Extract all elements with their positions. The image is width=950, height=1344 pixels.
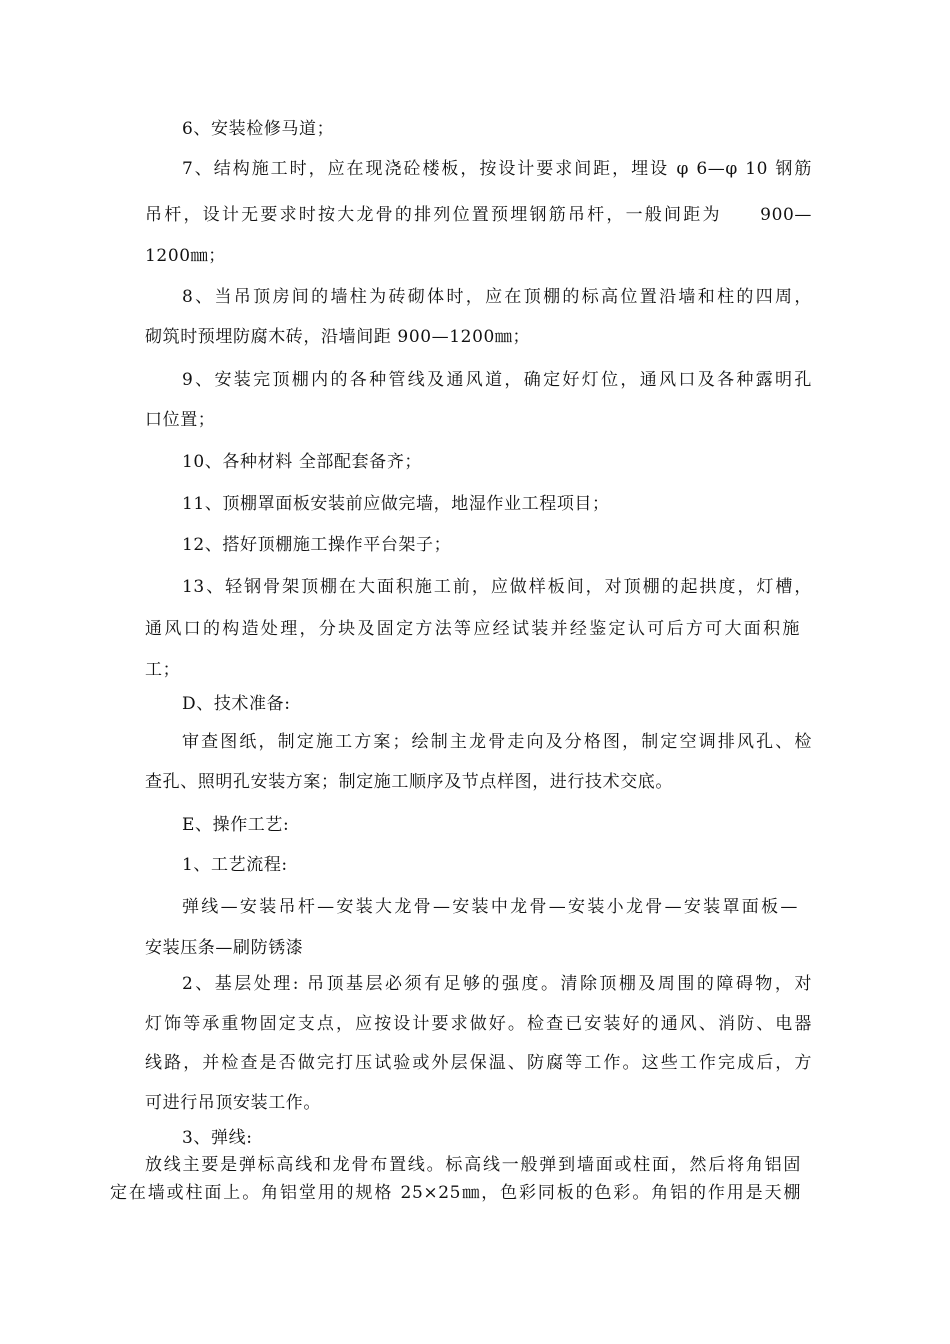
text-line-base-treatment-cont-3: 可进行吊顶安装工作。 <box>145 1093 321 1113</box>
text-line-tech-prep-cont: 查孔、照明孔安装方案；制定施工顺序及节点样图，进行技术交底。 <box>145 772 673 792</box>
text-line-snap-line: 放线主要是弹标高线和龙骨布置线。标高线一般弹到墙面或柱面，然后将角铝固 <box>145 1155 801 1175</box>
text-line-item-10: 10、各种材料 全部配套备齐； <box>182 452 423 472</box>
text-line-item-7: 7、结构施工时，应在现浇砼楼板，按设计要求间距，埋设 φ 6—φ 10 钢筋 <box>182 159 812 179</box>
text-line-base-treatment-cont-1: 灯饰等承重物固定支点，应按设计要求做好。检查已安装好的通风、消防、电器 <box>145 1014 812 1034</box>
section-heading-e: E、操作工艺: <box>182 815 290 835</box>
text-line-item-8-cont: 砌筑时预埋防腐木砖，沿墙间距 900—1200㎜； <box>145 327 531 347</box>
text-line-base-treatment: 2、基层处理: 吊顶基层必须有足够的强度。清除顶棚及周围的障碍物，对 <box>182 974 812 994</box>
text-line-item-13-cont-2: 工； <box>145 660 181 680</box>
text-line-item-7-cont-2: 1200㎜； <box>145 246 226 266</box>
text-line-process-flow: 弹线—安装吊杆—安装大龙骨—安装中龙骨—安装小龙骨—安装罩面板— <box>182 897 798 917</box>
text-line-item-9: 9、安装完顶棚内的各种管线及通风道，确定好灯位，通风口及各种露明孔 <box>182 370 812 390</box>
subheading-snap-line: 3、弹线: <box>182 1128 253 1148</box>
text-line-item-8: 8、当吊顶房间的墙柱为砖砌体时，应在顶棚的标高位置沿墙和柱的四周， <box>182 287 812 307</box>
text-line-item-9-cont: 口位置； <box>145 410 216 430</box>
text-line-item-13: 13、轻钢骨架顶棚在大面积施工前，应做样板间，对顶棚的起拱度，灯槽， <box>182 577 812 597</box>
text-line-process-flow-cont: 安装压条—刷防锈漆 <box>145 938 304 958</box>
text-line-snap-line-cont: 定在墙或柱面上。角铝堂用的规格 25×25㎜，色彩同板的色彩。角铝的作用是天棚 <box>110 1183 801 1203</box>
text-line-tech-prep: 审查图纸，制定施工方案；绘制主龙骨走向及分格图，制定空调排风孔、检 <box>182 732 812 752</box>
text-line-item-12: 12、搭好顶棚施工操作平台架子； <box>182 535 452 555</box>
text-line-item-7-cont-1: 吊杆，设计无要求时按大龙骨的排列位置预埋钢筋吊杆，一般间距为 900— <box>145 205 812 225</box>
section-heading-d: D、技术准备: <box>182 694 291 714</box>
text-line-base-treatment-cont-2: 线路，并检查是否做完打压试验或外层保温、防腐等工作。这些工作完成后，方 <box>145 1053 812 1073</box>
text-line-item-11: 11、顶棚罩面板安装前应做完墙，地湿作业工程项目； <box>182 494 610 514</box>
text-line-item-13-cont-1: 通风口的构造处理，分块及固定方法等应经试装并经鉴定认可后方可大面积施 <box>145 619 800 639</box>
text-line-item-6: 6、安装检修马道； <box>182 119 335 139</box>
subheading-process-flow: 1、工艺流程: <box>182 855 288 875</box>
